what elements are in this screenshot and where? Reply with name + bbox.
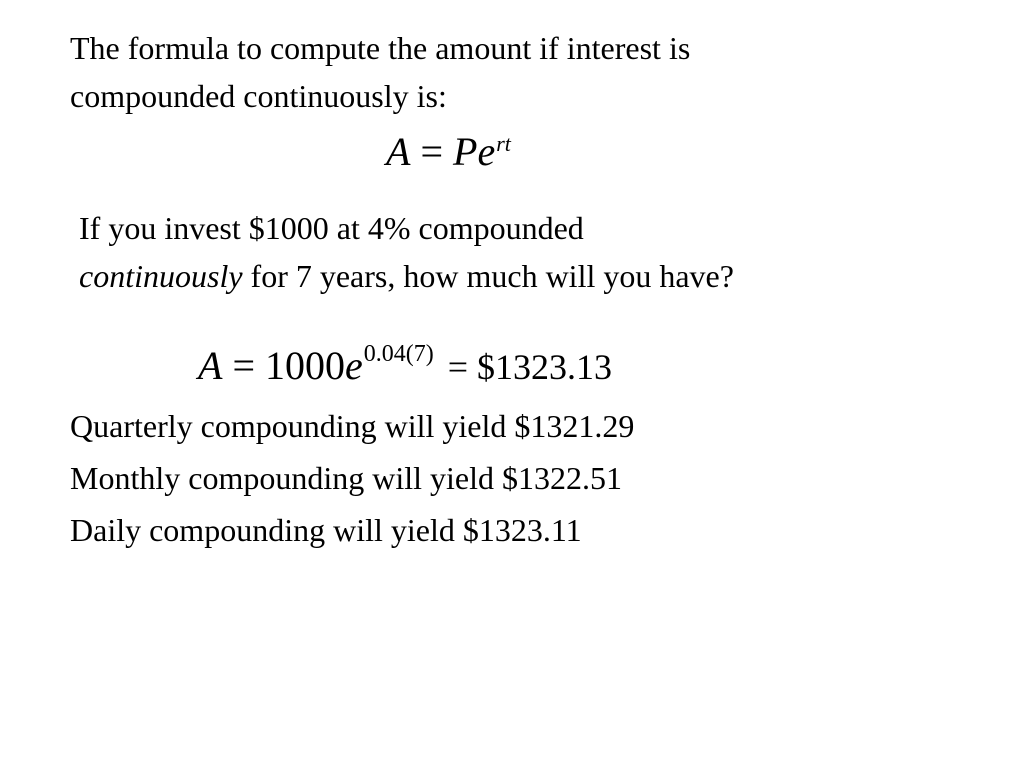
formula-e-base: e [477, 129, 496, 174]
formula-exponent: rt [496, 131, 511, 157]
solution-principal: 1000 [265, 343, 345, 388]
solution-result: = $1323.13 [447, 347, 613, 387]
compounding-comparison [70, 400, 634, 556]
intro-line-1: The formula to compute the amount if interest is [70, 30, 691, 66]
question-line-2 [79, 252, 734, 300]
solution-e-base: e [345, 343, 363, 388]
intro-line-2: compounded continuously is: [70, 78, 447, 114]
formula-principal-variable: P [453, 129, 478, 174]
solution-exponent: 0.04(7) [363, 341, 434, 367]
worked-solution [198, 338, 612, 400]
daily-yield: Daily compounding will yield $1323.11 [70, 512, 582, 548]
monthly-yield: Monthly compounding will yield $1322.51 [70, 460, 622, 496]
question-line-2-rest: for 7 years, how much will you have? [242, 258, 734, 294]
quarterly-yield: Quarterly compounding will yield $1321.29 [70, 408, 635, 444]
question-emphasis: continuously [79, 258, 243, 294]
intro-text [70, 24, 690, 120]
word-problem [79, 204, 734, 300]
formula-equals-sign: = [420, 129, 443, 174]
solution-equals-sign: = [232, 343, 255, 388]
solution-amount-variable: A [198, 343, 223, 388]
question-line-1: If you invest $1000 at 4% compounded [79, 210, 584, 246]
formula-amount-variable: A [386, 129, 411, 174]
continuous-compounding-formula [386, 124, 511, 186]
